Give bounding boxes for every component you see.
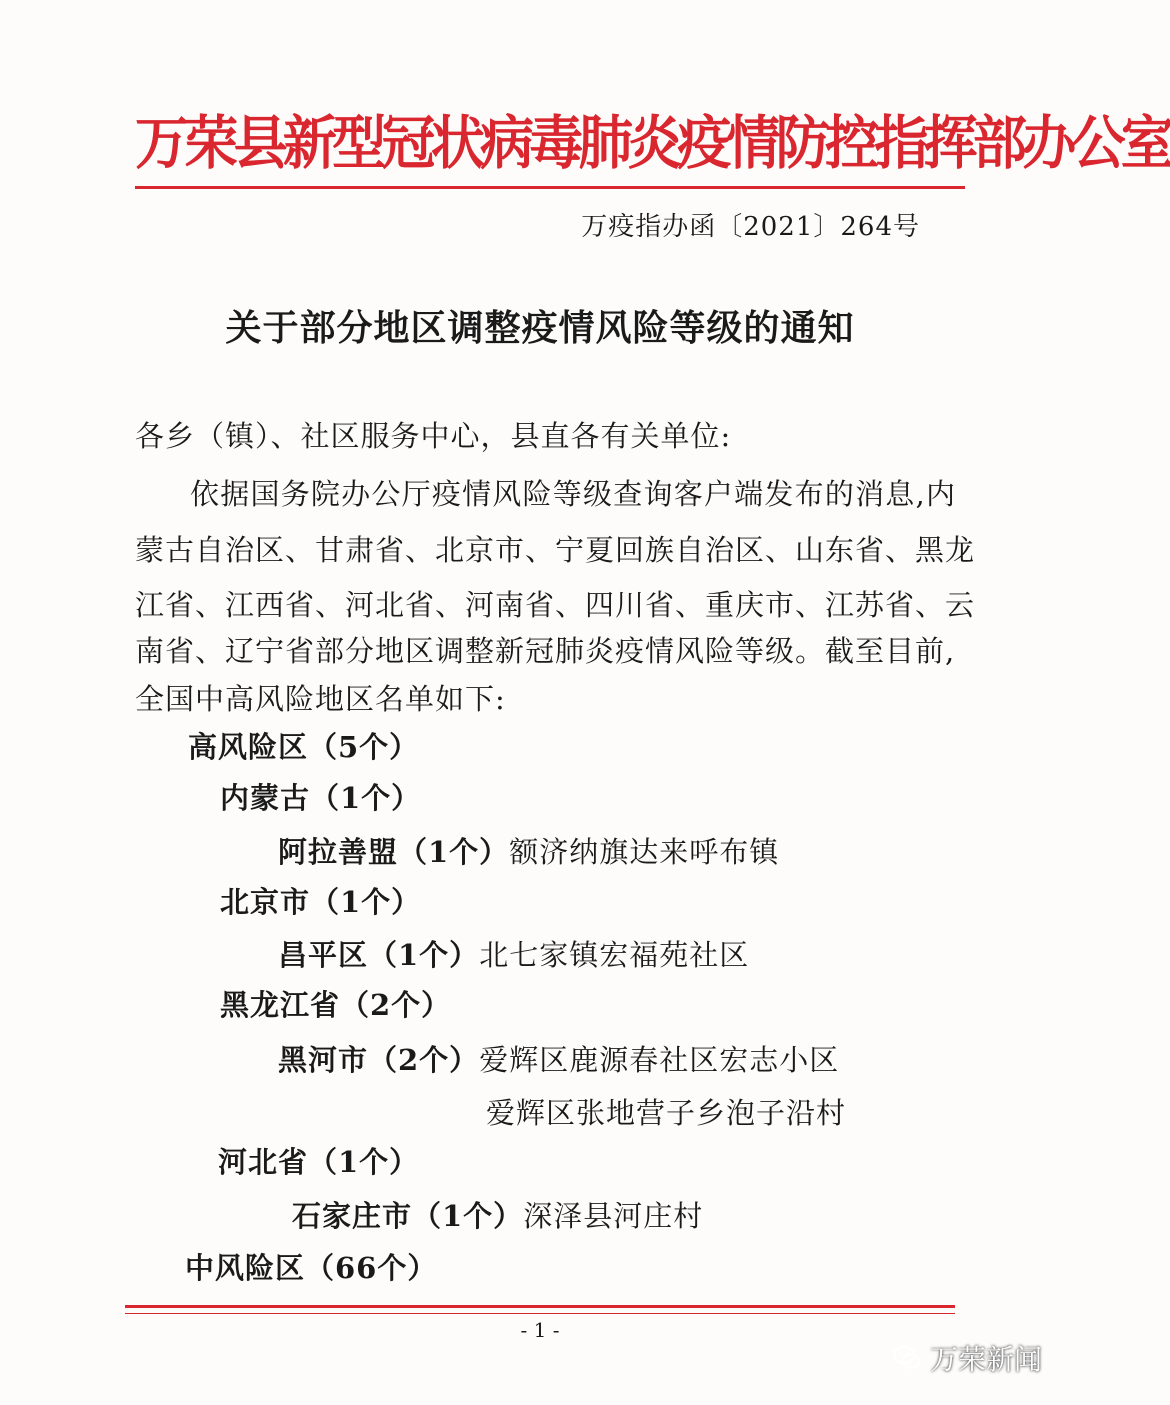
area-name: 北七家镇宏福苑社区 — [479, 938, 750, 972]
letterhead-red-rule — [135, 186, 965, 189]
area-name: 额济纳旗达来呼布镇 — [509, 835, 780, 869]
area-name: 深泽县河庄村 — [523, 1199, 704, 1233]
document-number: 万疫指办函〔2021〕264号 — [581, 212, 920, 242]
salutation: 各乡（镇）、社区服务中心，县直各有关单位: — [135, 419, 732, 453]
city-name: 黑河市（2个） — [278, 1043, 480, 1077]
body-line: 依据国务院办公厅疫情风险等级查询客户端发布的消息,内 — [190, 477, 956, 511]
footer-red-rule — [125, 1305, 955, 1308]
body-line: 江省、江西省、河北省、河南省、四川省、重庆市、江苏省、云 — [135, 588, 976, 622]
province-name: 北京市（1个） — [220, 885, 422, 919]
watermark — [892, 1338, 1042, 1378]
province-name: 河北省（1个） — [218, 1145, 420, 1179]
footer-red-rule-thin — [125, 1313, 955, 1314]
area-name: 爱辉区鹿源春社区宏志小区 — [479, 1043, 840, 1077]
city-name: 昌平区（1个） — [278, 938, 480, 972]
city-name: 阿拉善盟（1个） — [278, 835, 510, 869]
high-risk-heading: 高风险区（5个） — [188, 730, 420, 764]
body-line: 蒙古自治区、甘肃省、北京市、宁夏回族自治区、山东省、黑龙 — [135, 533, 976, 567]
page-number: - 1 - — [520, 1318, 560, 1342]
body-line: 南省、辽宁省部分地区调整新冠肺炎疫情风险等级。截至目前, — [135, 634, 956, 668]
area-name: 爱辉区张地营子乡泡子沿村 — [486, 1096, 847, 1130]
body-line: 全国中高风险地区名单如下: — [135, 682, 506, 716]
letterhead-title: 万荣县新型冠状病毒肺炎疫情防控指挥部办公室 — [135, 109, 1170, 177]
medium-risk-heading: 中风险区（66个） — [185, 1251, 438, 1285]
notice-title: 关于部分地区调整疫情风险等级的通知 — [225, 307, 855, 349]
city-name: 石家庄市（1个） — [292, 1199, 524, 1233]
city-row — [292, 1196, 703, 1236]
city-row — [278, 1040, 839, 1080]
province-name: 内蒙古（1个） — [220, 781, 422, 815]
city-row — [278, 935, 749, 975]
province-name: 黑龙江省（2个） — [220, 988, 452, 1022]
city-row — [278, 832, 779, 872]
wechat-icon — [892, 1343, 922, 1373]
watermark-text: 万荣新闻 — [929, 1343, 1042, 1376]
